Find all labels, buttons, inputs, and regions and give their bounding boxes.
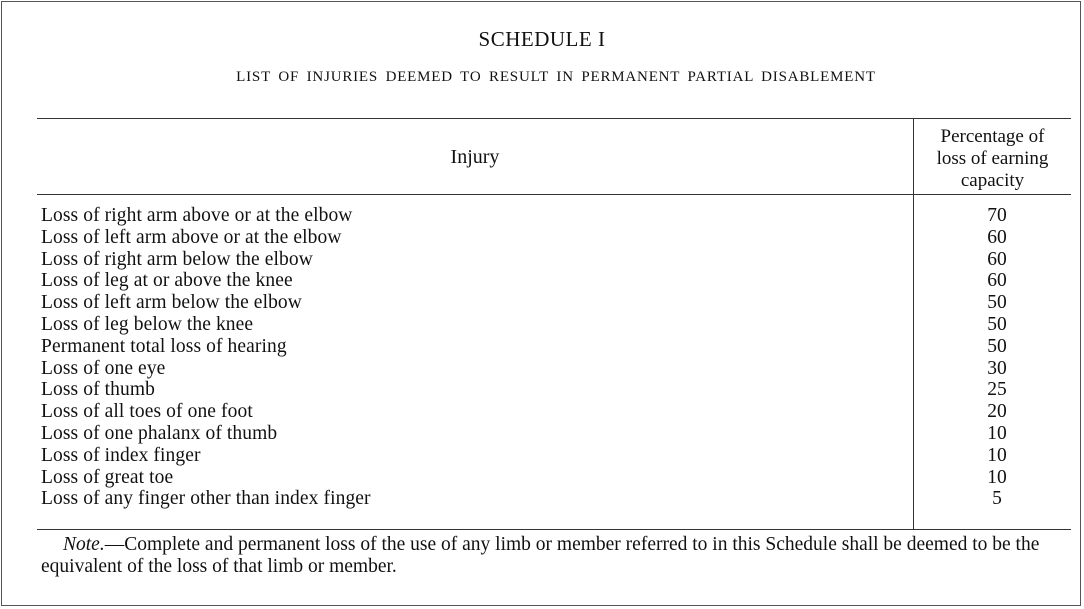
percentage-cell: 10 [987, 422, 1007, 444]
injury-cell: Loss of left arm below the elbow [41, 292, 302, 314]
note-text: Complete and permanent loss of the use of any limb or member referred to in this Schedule shall be deemed to be the equivalent of the loss of that limb or member. [41, 534, 1040, 577]
injury-cell: Loss of thumb [41, 379, 155, 401]
percentage-cell: 60 [987, 270, 1007, 292]
percentage-cell: 60 [987, 226, 1007, 248]
column-header-percentage-line: Percentage of [940, 126, 1045, 147]
percentage-cell: 60 [987, 248, 1007, 270]
injury-cell: Loss of right arm below the elbow [41, 248, 313, 270]
table-row [0, 314, 1084, 336]
injury-cell: Loss of great toe [41, 466, 174, 488]
percentage-cell: 20 [987, 401, 1007, 423]
injury-cell: Loss of any finger other than index finger [41, 488, 371, 510]
injury-cell: Loss of one eye [41, 357, 166, 379]
table-row [0, 205, 1084, 227]
column-header-percentage-line: capacity [960, 170, 1025, 191]
injury-cell: Permanent total loss of hearing [41, 335, 287, 357]
table-row [0, 401, 1084, 423]
injury-cell: Loss of all toes of one foot [41, 401, 253, 423]
table-row [0, 292, 1084, 314]
table-row [0, 488, 1084, 510]
column-header-injury: Injury [450, 146, 500, 168]
injury-cell: Loss of leg below the knee [41, 313, 254, 335]
percentage-cell: 10 [987, 466, 1007, 488]
column-header-percentage-line: loss of earning [936, 148, 1049, 169]
table-row [0, 227, 1084, 249]
note-label: Note. [63, 534, 105, 555]
percentage-cell: 10 [987, 444, 1007, 466]
percentage-cell: 50 [987, 335, 1007, 357]
table-header-rule [37, 194, 1071, 195]
table-row [0, 249, 1084, 271]
table-top-rule [37, 118, 1071, 119]
table-row [0, 358, 1084, 380]
schedule-subtitle: LIST OF INJURIES DEEMED TO RESULT IN PERMANENT PARTIAL DISABLEMENT [236, 69, 876, 85]
column-header-percentage [914, 126, 1071, 192]
table-row [0, 467, 1084, 489]
note-dash: — [104, 534, 125, 555]
injury-cell: Loss of index finger [41, 444, 201, 466]
table-row [0, 336, 1084, 358]
percentage-cell: 30 [987, 357, 1007, 379]
schedule-note [41, 534, 1051, 578]
table-row [0, 445, 1084, 467]
table-row [0, 379, 1084, 401]
percentage-cell: 50 [987, 292, 1007, 314]
injury-cell: Loss of right arm above or at the elbow [41, 205, 353, 226]
percentage-cell: 50 [987, 313, 1007, 335]
injury-cell: Loss of one phalanx of thumb [41, 422, 278, 444]
percentage-cell: 70 [987, 205, 1007, 226]
table-row [0, 270, 1084, 292]
percentage-cell: 5 [992, 488, 1002, 510]
injury-cell: Loss of leg at or above the knee [41, 270, 293, 292]
table-row [0, 423, 1084, 445]
injury-cell: Loss of left arm above or at the elbow [41, 226, 342, 248]
schedule-title: SCHEDULE I [478, 27, 606, 51]
injury-table-body [0, 205, 1084, 510]
table-bottom-rule [37, 529, 1071, 530]
percentage-cell: 25 [987, 379, 1007, 401]
